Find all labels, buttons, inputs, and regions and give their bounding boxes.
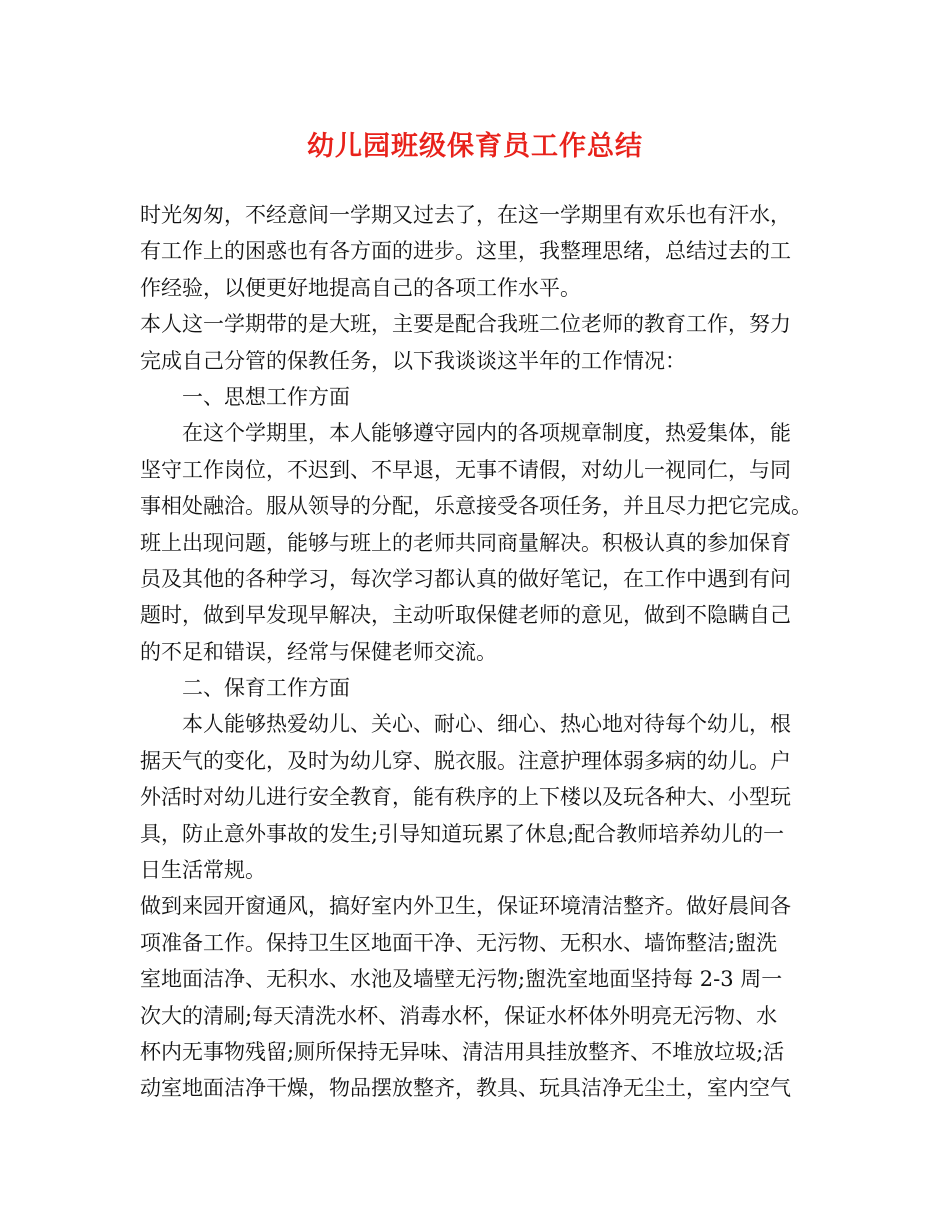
text-line: 动室地面洁净干燥，物品摆放整齐，教具、玩具洁净无尘土，室内空气 [140,1076,791,1101]
text-line: 题时，做到早发现早解决，主动听取保健老师的意见，做到不隐瞒自己 [140,603,791,628]
text-line: 杯内无事物残留;厕所保持无异味、清洁用具挂放整齐、不堆放垃圾;活 [140,1039,785,1064]
text-line: 据天气的变化，及时为幼儿穿、脱衣服。注意护理体弱多病的幼儿。户 [140,748,791,773]
text-line: 事相处融洽。服从领导的分配，乐意接受各项任务，并且尽力把它完成。 [140,494,812,519]
text-line: 做到来园开窗通风，搞好室内外卫生，保证环境清洁整齐。做好晨间各 [140,894,791,919]
text-line: 二、保育工作方面 [182,676,350,701]
text-line: 在这个学期里，本人能够遵守园内的各项规章制度，热爱集体，能 [182,421,791,446]
text-line: 员及其他的各种学习，每次学习都认真的做好笔记，在工作中遇到有问 [140,566,791,591]
text-line: 外活时对幼儿进行安全教育，能有秩序的上下楼以及玩各种大、小型玩 [140,785,791,810]
text-line: 作经验，以便更好地提高自己的各项工作水平。 [140,275,581,300]
text-line: 日生活常规。 [140,858,266,883]
text-line: 时光匆匆，不经意间一学期又过去了，在这一学期里有欢乐也有汗水， [140,203,791,227]
text-line: 具，防止意外事故的发生;引导知道玩累了休息;配合教师培养幼儿的一 [140,821,785,846]
document-body [140,197,820,1107]
text-line: 班上出现问题，能够与班上的老师共同商量解决。积极认真的参加保育 [140,530,791,555]
text-line: 本人这一学期带的是大班，主要是配合我班二位老师的教育工作，努力 [140,312,791,337]
text-line: 室地面洁净、无积水、水池及墙壁无污物;盥洗室地面坚持每 2-3 周一 [140,967,783,992]
text-line: 项准备工作。保持卫生区地面干净、无污物、无积水、墙饰整洁;盥洗 [140,930,778,955]
text-line: 有工作上的困惑也有各方面的进步。这里，我整理思绪，总结过去的工 [140,239,791,264]
text-line: 完成自己分管的保教任务，以下我谈谈这半年的工作情况： [140,348,686,373]
text-line: 的不足和错误，经常与保健老师交流。 [140,639,497,664]
text-line: 本人能够热爱幼儿、关心、耐心、细心、热心地对待每个幼儿，根 [182,712,791,737]
document-title: 幼儿园班级保育员工作总结 [307,131,643,162]
text-line: 坚守工作岗位，不迟到、不早退，无事不请假，对幼儿一视同仁，与同 [140,457,791,482]
text-line: 次大的清刷;每天清洗水杯、消毒水杯，保证水杯体外明亮无污物、水 [140,1003,778,1028]
text-line: 一、思想工作方面 [182,384,350,409]
